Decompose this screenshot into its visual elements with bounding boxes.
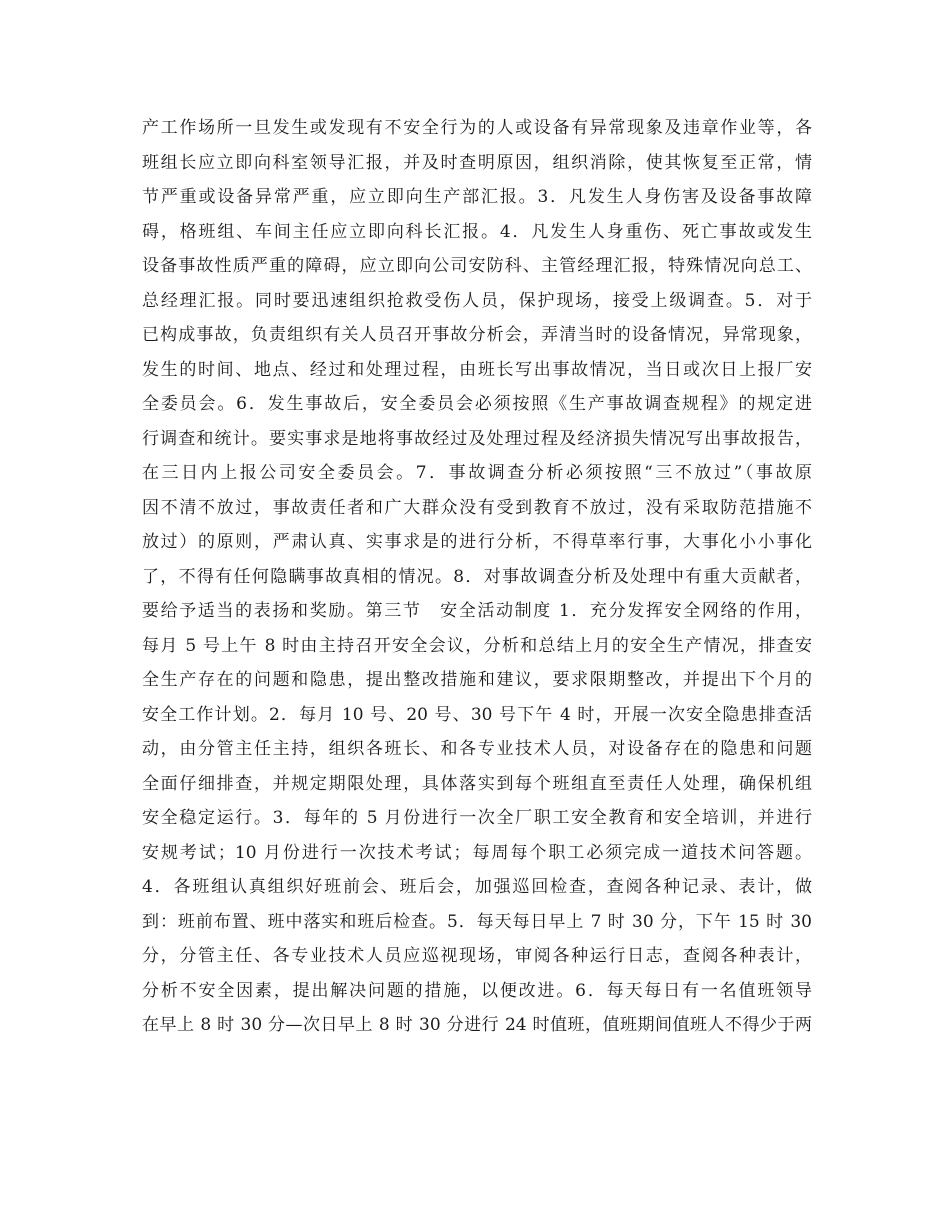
- text-line: 分，分管主任、各专业技术人员应巡视现场，审阅各种运行日志，查阅各种表计，: [142, 946, 812, 966]
- text-line: 全面仔细排查，并规定期限处理，具体落实到每个班组直至责任人处理，确保机组: [142, 773, 812, 794]
- text-line: 碍，格班组、车间主任应立即向科长汇报。4．凡发生人身重伤、死亡事故或发生: [142, 221, 812, 242]
- text-line: 因不清不放过，事故责任者和广大群众没有受到教育不放过，没有采取防范措施不: [142, 497, 812, 518]
- text-line: 已构成事故，负责组织有关人员召开事故分析会，弄清当时的设备情况，异常现象，: [142, 325, 812, 345]
- text-line: 动，由分管主任主持，组织各班长、和各专业技术人员，对设备存在的隐患和问题: [142, 739, 812, 759]
- text-line: 总经理汇报。同时要迅速组织抢救受伤人员，保护现场，接受上级调查。5．对于: [142, 290, 812, 311]
- text-line: 了，不得有任何隐瞒事故真相的情况。8．对事故调查分析及处理中有重大贡献者，: [142, 566, 812, 587]
- text-line: 节严重或设备异常严重，应立即向生产部汇报。3．凡发生人身伤害及设备事故障: [142, 187, 812, 207]
- text-line: 在早上 8 时 30 分—次日早上 8 时 30 分进行 24 时值班，值班期间值班人不得少于两: [142, 1015, 812, 1035]
- text-line: 产工作场所一旦发生或发现有不安全行为的人或设备有异常现象及违章作业等，各: [142, 118, 812, 138]
- text-line: 在三日内上报公司安全委员会。7．事故调查分析必须按照“三不放过”（事故原: [142, 463, 812, 483]
- text-line: 到：班前布置、班中落实和班后检查。5．每天每日早上 7 时 30 分，下午 15 时 30: [142, 911, 812, 932]
- body-text: [142, 111, 812, 1043]
- text-line: 行调查和统计。要实事求是地将事故经过及处理过程及经济损失情况写出事故报告，: [142, 428, 812, 449]
- text-line: 要给予适当的表扬和奖励。第三节 安全活动制度 1．充分发挥安全网络的作用，: [142, 601, 812, 621]
- text-line: 分析不安全因素，提出解决问题的措施，以便改进。6．每天每日有一名值班领导: [142, 980, 812, 1001]
- text-line: 安全工作计划。2．每月 10 号、20 号、30 号下午 4 时，开展一次安全隐患排查活: [142, 704, 812, 725]
- text-line: 设备事故性质严重的障碍，应立即向公司安防科、主管经理汇报，特殊情况向总工、: [142, 256, 812, 276]
- text-line: 全生产存在的问题和隐患，提出整改措施和建议，要求限期整改，并提出下个月的: [142, 670, 812, 690]
- text-line: 安规考试；10 月份进行一次技术考试；每周每个职工必须完成一道技术问答题。: [142, 842, 812, 863]
- text-line: 4．各班组认真组织好班前会、班后会，加强巡回检查，查阅各种记录、表计，做: [142, 877, 812, 897]
- text-line: 安全稳定运行。3．每年的 5 月份进行一次全厂职工安全教育和安全培训，并进行: [142, 808, 812, 828]
- text-line: 发生的时间、地点、经过和处理过程，由班长写出事故情况，当日或次日上报厂安: [142, 359, 812, 380]
- text-line: 放过）的原则，严肃认真、实事求是的进行分析，不得草率行事，大事化小小事化: [142, 532, 812, 552]
- text-line: 每月 5 号上午 8 时由主持召开安全会议，分析和总结上月的安全生产情况，排查安: [142, 635, 812, 656]
- text-line: 班组长应立即向科室领导汇报，并及时查明原因，组织消除，使其恢复至正常，情: [142, 152, 812, 173]
- text-line: 全委员会。6．发生事故后，安全委员会必须按照《生产事故调查规程》的规定进: [142, 394, 812, 414]
